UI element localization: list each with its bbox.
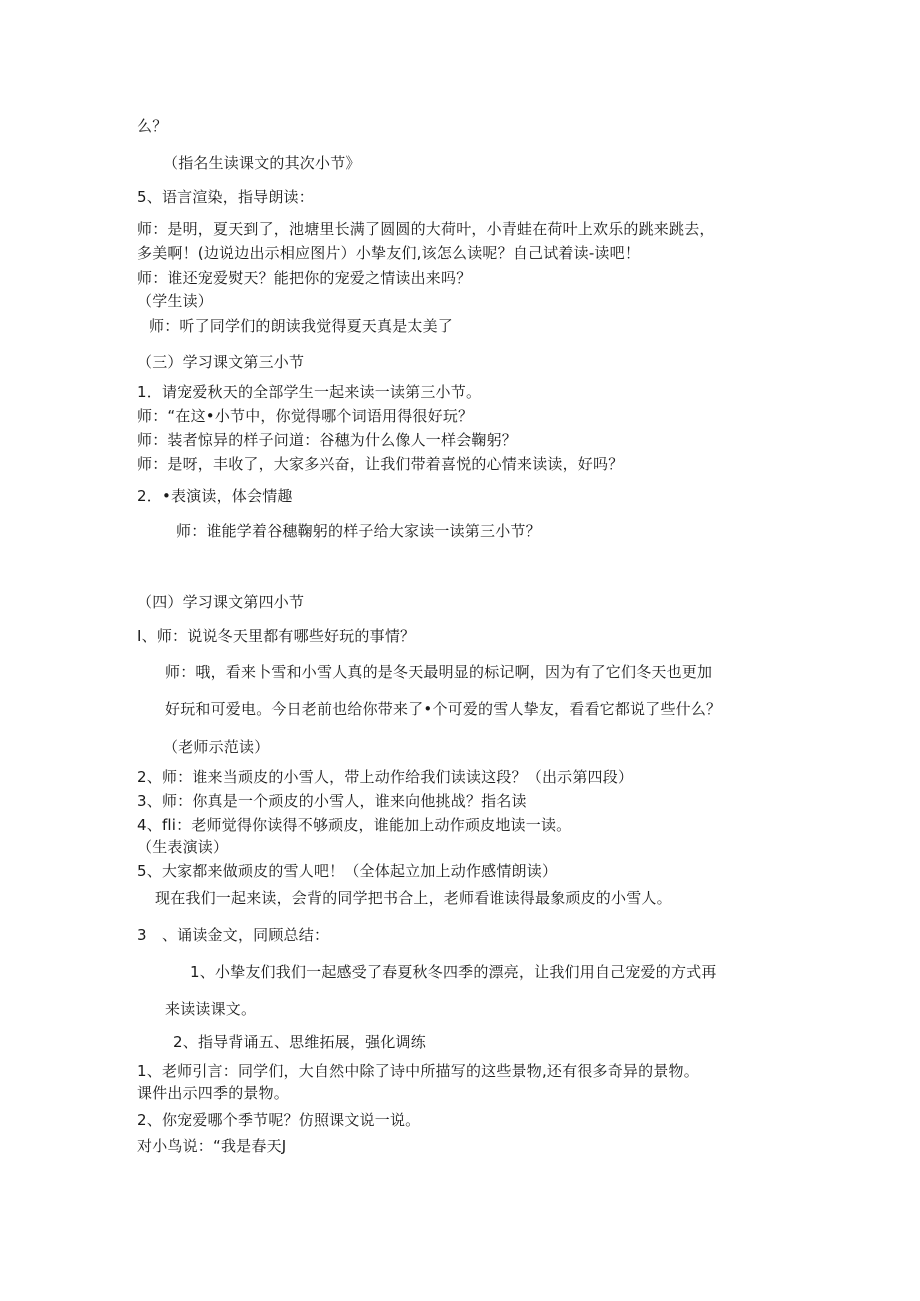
- text-line: 师：装者惊异的样子问道：谷穗为什么像人一样会鞠躬？: [137, 431, 518, 449]
- text-line: 师：是明，夏天到了，池塘里长满了圆圆的大荷叶，小青蛙在荷叶上欢乐的跳来跳去，: [137, 220, 715, 238]
- text-line: 5、语言渲染，指导朗读：: [137, 188, 314, 206]
- text-line: 课件出示四季的景物。: [137, 1084, 290, 1102]
- text-line: 师：谁能学着谷穗鞠躬的样子给大家读一读第三小节？: [176, 522, 541, 540]
- text-line: 好玩和可爱电。今日老前也给你带来了•个可爱的雪人挚友，看看它都说了些什么？: [165, 700, 722, 718]
- text-line: 么？: [137, 117, 168, 135]
- text-line: 1．请宠爱秋天的全部学生一起来读一读第三小节。: [137, 383, 482, 401]
- text-line: 1、老师引言：同学们，大自然中除了诗中所描写的这些景物,还有很多奇异的景物。: [137, 1062, 699, 1080]
- text-line: 来读读课文。: [165, 1000, 257, 1018]
- text-line: 2、师：谁来当顽皮的小雪人，带上动作给我们读读这段？（出示第四段）: [137, 768, 634, 786]
- text-line: （生表演读）: [137, 838, 229, 856]
- text-line: 2、指导背诵五、思维拓展，强化调练: [173, 1033, 426, 1051]
- text-line: 5、大家都来做顽皮的雪人吧！（全体起立加上动作感情朗读）: [137, 862, 558, 880]
- text-line: 师：听了同学们的朗读我觉得夏天真是太美了: [149, 317, 454, 335]
- text-line: （指名生读课文的其次小节》: [163, 154, 361, 172]
- text-line: 多美啊！(边说边出示相应图片）小挚友们,该怎么读呢？自己试着读-读吧！: [137, 244, 641, 262]
- text-line: 3、师：你真是一个顽皮的小雪人，谁来向他挑战？指名读: [137, 792, 527, 810]
- section-heading: （三）学习课文第三小节: [137, 353, 305, 371]
- text-line: 2．•表演读，体会情趣: [137, 487, 293, 505]
- text-line: 师：“在这•小节中，你觉得哪个词语用得很好玩？: [137, 407, 474, 425]
- section-heading: （四）学习课文第四小节: [137, 593, 305, 611]
- text-line: 现在我们一起来读，会背的同学把书合上，老师看谁读得最象顽皮的小雪人。: [155, 889, 672, 907]
- section-heading: 3 、诵读金文，同顾总结：: [137, 926, 330, 944]
- text-line: 师：谁还宠爱熨天？能把你的宠爱之情读出来吗？: [137, 269, 472, 287]
- text-line: 4、fli：老师觉得你读得不够顽皮，谁能加上动作顽皮地读一读。: [137, 816, 572, 834]
- text-line: （老师示范读）: [163, 738, 270, 756]
- text-line: 2、你宠爱哪个季节呢？仿照课文说一说。: [137, 1111, 421, 1129]
- text-line: 师：是呀，丰收了，大家多兴奋，让我们带着喜悦的心情来读读，好吗？: [137, 455, 624, 473]
- text-line: 师：哦，看来卜雪和小雪人真的是冬天最明显的标记啊，因为有了它们冬天也更加: [165, 663, 713, 681]
- text-line: 对小鸟说：“我是春天J: [137, 1137, 287, 1155]
- text-line: （学生读）: [137, 292, 214, 310]
- text-line: I、师：说说冬天里都有哪些好玩的事情？: [137, 627, 416, 645]
- text-line: 1、小挚友们我们一起感受了春夏秋冬四季的漂亮，让我们用自己宠爱的方式再: [190, 963, 717, 981]
